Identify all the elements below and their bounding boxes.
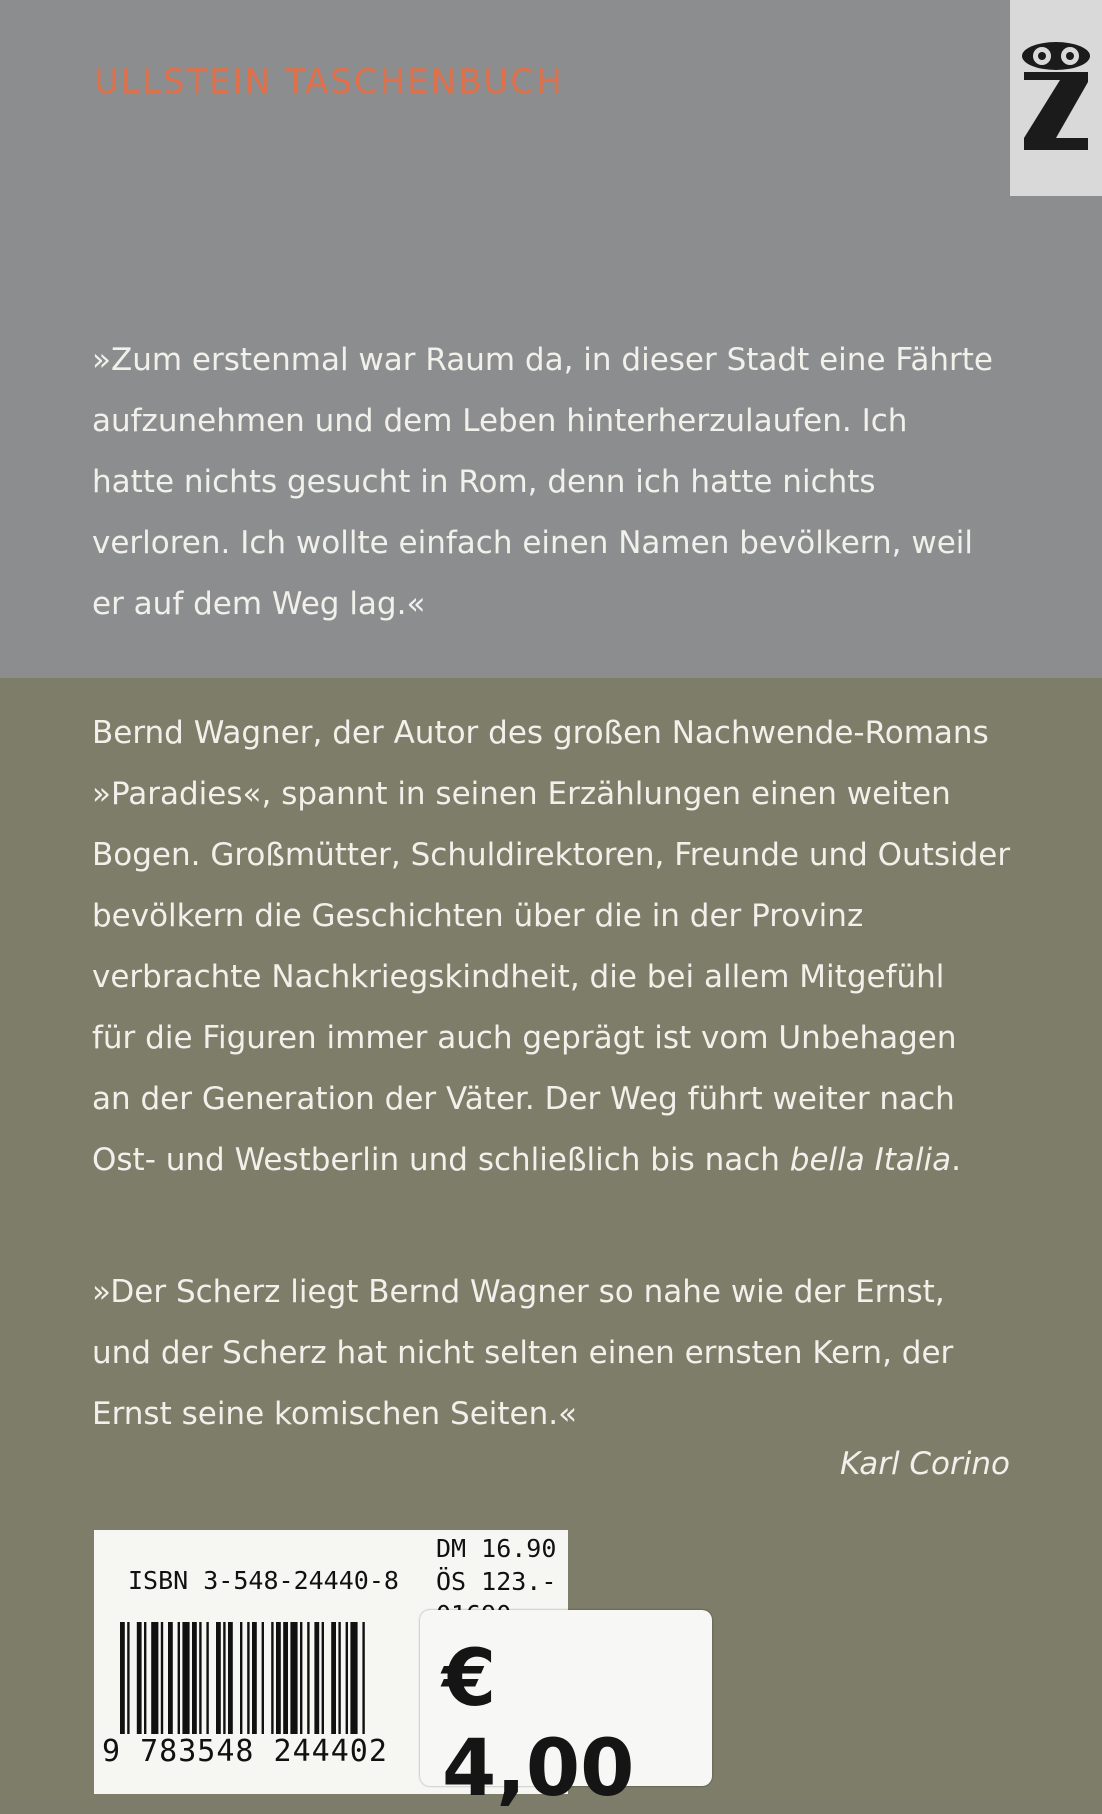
description-last-prefix: Ost- und Westberlin und schließlich bis nach (92, 1142, 790, 1178)
review-quote (92, 1262, 1022, 1445)
review-line: und der Scherz hat nicht selten einen ernsten Kern, der (92, 1335, 954, 1371)
book-description (92, 703, 1022, 1191)
review-line: »Der Scherz liegt Bernd Wagner so nahe wie der Ernst, (92, 1274, 945, 1310)
description-line: Bogen. Großmütter, Schuldirektoren, Freunde und Outsider (92, 837, 1011, 873)
description-italic-title: bella Italia (789, 1142, 952, 1178)
quote-line: hatte nichts gesucht in Rom, denn ich hatte nichts (92, 464, 876, 500)
description-line: bevölkern die Geschichten über die in der Provinz (92, 898, 864, 934)
description-line: verbrachte Nachkriegskindheit, die bei allem Mitgefühl (92, 959, 945, 995)
barcode-icon (120, 1622, 450, 1734)
quote-line: er auf dem Weg lag.« (92, 586, 426, 622)
publisher-logo (1010, 0, 1102, 196)
ean-digits: 9 783548 244402 (102, 1734, 388, 1769)
sticker-price: € 4,00 (442, 1634, 635, 1814)
description-line: Bernd Wagner, der Autor des großen Nachwende-Romans (92, 715, 989, 751)
publisher-name: ULLSTEIN TASCHENBUCH (94, 62, 564, 102)
opening-quote (92, 330, 1022, 635)
isbn-text: ISBN 3-548-24440-8 (128, 1566, 399, 1595)
description-line: »Paradies«, spannt in seinen Erzählungen einen weiten (92, 776, 951, 812)
review-attribution: Karl Corino (839, 1446, 1010, 1482)
review-line: Ernst seine komischen Seiten.« (92, 1396, 578, 1432)
description-last-suffix: . (951, 1142, 961, 1178)
quote-line: »Zum erstenmal war Raum da, in dieser Stadt eine Fährte (92, 342, 993, 378)
price-os: ÖS 123.- (436, 1567, 557, 1596)
price-sticker (420, 1610, 712, 1814)
description-line: für die Figuren immer auch geprägt ist vom Unbehagen (92, 1020, 957, 1056)
description-line: an der Generation der Väter. Der Weg führt weiter nach (92, 1081, 955, 1117)
price-dm: DM 16.90 (436, 1534, 557, 1563)
quote-line: verloren. Ich wollte einfach einen Namen bevölkern, weil (92, 525, 974, 561)
owl-logo-icon (1016, 40, 1096, 152)
quote-line: aufzunehmen und dem Leben hinterherzulaufen. Ich (92, 403, 908, 439)
description-line-last (92, 1130, 1022, 1191)
